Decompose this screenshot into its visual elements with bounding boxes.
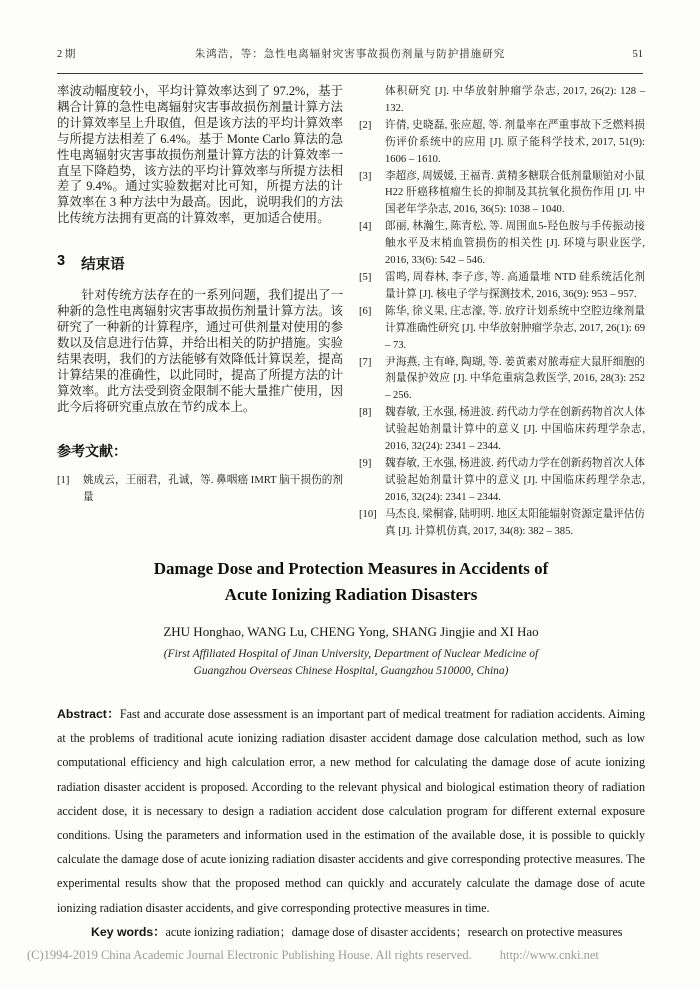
copyright-text: (C)1994-2019 China Academic Journal Electronic Publishing House. All rights reserved. — [27, 948, 472, 962]
reference-number: [8] — [359, 407, 372, 419]
references-heading: 参考文献： — [57, 443, 127, 460]
page-number: 51 — [632, 49, 643, 60]
keywords-label: Key words： — [91, 924, 166, 939]
issue-label: 2 期 — [57, 49, 76, 60]
reference-number: [1] — [57, 475, 70, 487]
page-header — [57, 46, 643, 74]
reference-text: 许倩, 史晓磊, 张应超, 等. 剂量率在严重事故下乏燃料损伤评价系统中的应用 [J]. 原子能科学技术, 2017, 51(9): 1606 – 1610. — [385, 119, 645, 165]
reference-entry — [359, 219, 645, 270]
reference-number: [3] — [359, 170, 372, 182]
reference-text: 姚成云，王丽君，孔诚，等. 鼻咽癌 IMRT 脑干损伤的剂量 — [83, 475, 343, 504]
running-title: 朱鸿浩，等：急性电离辐射灾害事故损伤剂量与防护措施研究 — [194, 49, 506, 60]
keywords-line — [57, 920, 645, 944]
english-title — [57, 556, 645, 608]
abstract-text: Fast and accurate dose assessment is an important part of medical treatment for radiation accidents. Aiming at the problems of traditional acute ionizing radiation disaster accident damage dose calculation method, such as low computational efficiency and high calculation error, a new method for calculating the damage dose of acute ionizing radiation disaster accident is proposed. According to the relevant physical and biological estimation theory of radiation accident dose, it is necessary to design a radiation accident dose calculation program for different external exposure conditions. Using the parameters and information used in the estimation of the available dose, it is possible to quickly calculate the damage dose of acute ionizing radiation disaster accidents and give corresponding protective measures. The experimental results show that the proposed method can quickly and accurately calculate the damage dose of acute ionizing radiation disaster accidents, and give corresponding protective measures in time. — [57, 707, 645, 915]
reference-number: [9] — [359, 457, 372, 469]
conclusion-continuation-paragraph: 率波动幅度较小，平均计算效率达到了 97.2%，基于耦合计算的急性电离辐射灾害事故损伤剂量计算方法的计算效率呈上升取值，但是该方法的平均计算效率与所提方法相差了 6.4%。基于 Monte Carlo 算法的急性电离辐射灾害事故损伤剂量计算方法的计算效率一直呈下降趋势，该方法的平均计算效率与所提方法相差了 9.4%。通过实验数据对比可知，所提方法的计算效率在 3 种方法中为最高。因此，说明我们的方法比传统方法拥有更高的计算效率，更加适合使用。 — [57, 84, 343, 226]
reference-entry — [359, 118, 645, 169]
abstract-label: Abstract： — [57, 707, 120, 721]
two-column-body — [57, 84, 645, 540]
reference-entry — [359, 270, 645, 304]
english-affiliation — [57, 646, 645, 680]
reference-number: [7] — [359, 356, 372, 368]
right-column — [359, 84, 645, 540]
reference-text: 尹海燕, 主有峰, 陶瑚, 等. 姜黄素对脓毒症大鼠肝细胞的剂量保护效应 [J]. 中华危重病急救医学, 2016, 28(3): 252 – 256. — [385, 356, 645, 402]
reference-number: [10] — [359, 508, 377, 520]
english-authors: ZHU Honghao, WANG Lu, CHENG Yong, SHANG Jingjie and XI Hao — [163, 624, 539, 639]
reference-text: 李超彦, 周媛媛, 王福青. 黄精多糖联合低剂量顺铂对小鼠 H22 肝癌移植瘤生长的抑制及其抗氧化损伤作用 [J]. 中国老年学杂志, 2016, 36(5): 1038 – 1040. — [385, 170, 645, 216]
reference-text: 魏春敏, 王水强, 杨进波. 药代动力学在创新药物首次人体试验起始剂量计算中的意义 [J]. 中国临床药理学杂志, 2016, 32(24): 2341 – 2344. — [385, 457, 645, 503]
left-column — [57, 84, 343, 540]
section-number: 3 — [57, 253, 66, 270]
reference-number: [6] — [359, 305, 372, 317]
reference-text: 马杰良, 梁桐睿, 陆明明. 地区太阳能辐射资源定量评估仿真 [J]. 计算机仿真, 2017, 34(8): 382 – 385. — [385, 508, 645, 537]
reference-entry — [359, 405, 645, 456]
reference-entry — [359, 355, 645, 406]
conclusion-paragraph: 针对传统方法存在的一系列问题，我们提出了一种新的急性电离辐射灾害事故损伤剂量计算方法。该研究了一种新的计算程序，通过可供剂量对使用的参数以及信息进行估算，并给出相关的防护措施。实验结果表明，我们的方法能够有效降低计算误差，提高计算结果的准确性，以此同时，提高了所提方法的计算效率。此方法受到资金限制不能大量推广使用，因此今后将研究重点放在节约成本上。 — [57, 288, 343, 414]
english-section — [57, 556, 645, 944]
section-title: 结束语 — [81, 257, 125, 274]
reference-text: 雷鸣, 周春林, 李子彦, 等. 高通量堆 NTD 硅系统活化剂量计算 [J]. 核电子学与探测技术, 2016, 36(9): 953 – 957. — [385, 271, 645, 300]
reference-entry — [359, 304, 645, 355]
reference-entry — [57, 473, 343, 507]
reference-entry — [359, 169, 645, 220]
reference-entry — [359, 507, 645, 541]
reference-text: 郎丽, 林瀚生, 陈青松, 等. 周围血5-羟色胺与手传振动接触水平及末梢血管损伤的相关性 [J]. 环境与职业医学, 2016, 33(6): 542 – 546. — [385, 221, 645, 267]
reference-list-right — [359, 84, 645, 540]
abstract-paragraph — [57, 702, 645, 920]
reference-number: [2] — [359, 119, 372, 131]
reference-list-left — [57, 473, 343, 507]
cnki-footer — [27, 948, 680, 963]
reference-text: 魏春敏, 王水强, 杨进波. 药代动力学在创新药物首次人体试验起始剂量计算中的意义 [J]. 中国临床药理学杂志, 2016, 32(24): 2341 – 2344. — [385, 407, 645, 453]
reference-number: [5] — [359, 271, 372, 283]
affiliation-line1: (First Affiliated Hospital of Jinan University, Department of Nuclear Medicine of — [163, 648, 539, 660]
keywords-text: acute ionizing radiation；damage dose of disaster accidents；research on protective measures — [165, 924, 623, 939]
reference-continuation: 体积研究 [J]. 中华放射肿瘤学杂志, 2017, 26(2): 128 – 132. — [385, 86, 645, 114]
english-title-line2: Acute Ionizing Radiation Disasters — [224, 585, 478, 604]
reference-number: [4] — [359, 221, 372, 233]
english-title-line1: Damage Dose and Protection Measures in Accidents of — [153, 559, 549, 578]
reference-text: 陈华, 徐义果, 庄志濠, 等. 放疗计划系统中空腔边缘剂量计算准确性研究 [J]. 中华放射肿瘤学杂志, 2017, 26(1): 69 – 73. — [385, 305, 645, 351]
cnki-url: http://www.cnki.net — [499, 948, 599, 962]
affiliation-line2: Guangzhou Overseas Chinese Hospital, Guangzhou 510000, China) — [193, 665, 509, 677]
section-heading — [57, 253, 343, 274]
reference-entry — [359, 456, 645, 507]
